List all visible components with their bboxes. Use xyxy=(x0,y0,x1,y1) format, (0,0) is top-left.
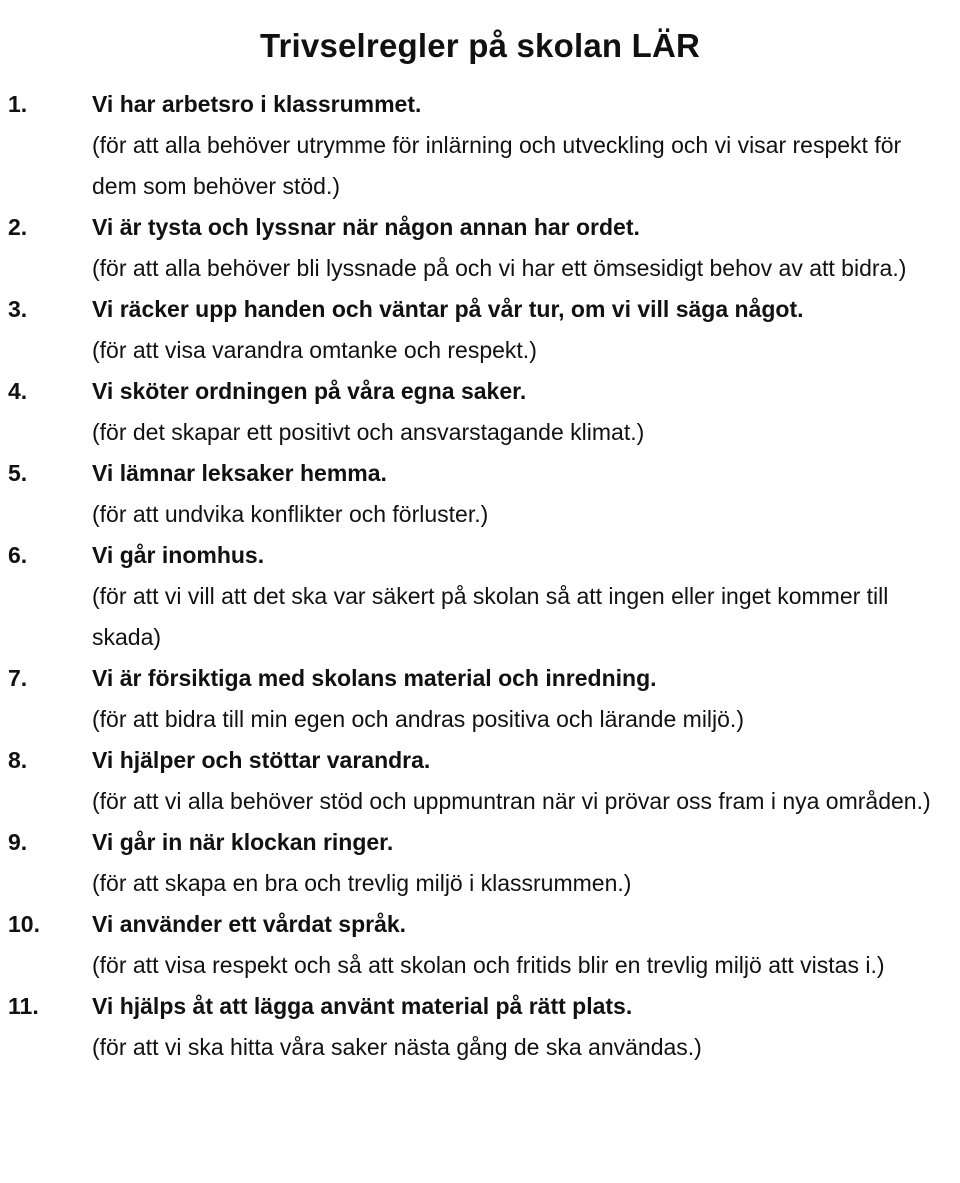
rule-reason: (för att vi ska hitta våra saker nästa gång de ska användas.) xyxy=(92,1034,702,1060)
rule-reason: (för att vi alla behöver stöd och uppmuntran när vi prövar oss fram i nya områden.) xyxy=(92,788,931,814)
rule-item xyxy=(0,207,960,289)
rule-number: 1. xyxy=(8,91,28,117)
rule-number: 11. xyxy=(8,993,39,1019)
rule-reason: (för att skapa en bra och trevlig miljö i klassrummen.) xyxy=(92,870,632,896)
rule-title: Vi har arbetsro i klassrummet. xyxy=(92,91,422,117)
rule-title: Vi går inomhus. xyxy=(92,542,265,568)
rule-reason: (för att undvika konflikter och förluster.) xyxy=(92,501,489,527)
rules-list xyxy=(0,84,960,1068)
rule-item xyxy=(0,535,960,658)
rule-number: 7. xyxy=(8,665,28,691)
rule-number: 4. xyxy=(8,378,28,404)
rule-item xyxy=(0,904,960,986)
rule-title: Vi lämnar leksaker hemma. xyxy=(92,460,387,486)
rule-number: 6. xyxy=(8,542,28,568)
rule-item xyxy=(0,371,960,453)
rule-item xyxy=(0,658,960,740)
rule-title: Vi sköter ordningen på våra egna saker. xyxy=(92,378,527,404)
rule-item xyxy=(0,289,960,371)
rule-title: Vi räcker upp handen och väntar på vår tur, om vi vill säga något. xyxy=(92,296,804,322)
rule-title: Vi går in när klockan ringer. xyxy=(92,829,394,855)
rule-reason: (för det skapar ett positivt och ansvarstagande klimat.) xyxy=(92,419,645,445)
rule-reason: (för att visa varandra omtanke och respekt.) xyxy=(92,337,537,363)
rule-item xyxy=(0,822,960,904)
rule-title: Vi hjälps åt att lägga använt material på rätt plats. xyxy=(92,993,633,1019)
rule-reason: (för att vi vill att det ska var säkert på skolan så att ingen eller inget kommer till skada) xyxy=(92,583,889,650)
document-title: Trivselregler på skolan LÄR xyxy=(259,27,701,65)
rule-title: Vi hjälper och stöttar varandra. xyxy=(92,747,431,773)
rule-reason: (för att alla behöver utrymme för inlärning och utveckling och vi visar respekt för dem som behöver stöd.) xyxy=(92,132,902,199)
rule-number: 9. xyxy=(8,829,28,855)
rule-number: 5. xyxy=(8,460,28,486)
rule-item xyxy=(0,986,960,1068)
rule-number: 10. xyxy=(8,911,40,937)
rule-reason: (för att bidra till min egen och andras positiva och lärande miljö.) xyxy=(92,706,744,732)
rule-title: Vi använder ett vårdat språk. xyxy=(92,911,407,937)
rule-number: 2. xyxy=(8,214,28,240)
rule-item xyxy=(0,453,960,535)
rule-item xyxy=(0,740,960,822)
rule-number: 8. xyxy=(8,747,28,773)
rule-item xyxy=(0,84,960,207)
rule-number: 3. xyxy=(8,296,28,322)
rule-reason: (för att alla behöver bli lyssnade på och vi har ett ömsesidigt behov av att bidra.) xyxy=(92,255,907,281)
rule-title: Vi är tysta och lyssnar när någon annan har ordet. xyxy=(92,214,640,240)
rule-title: Vi är försiktiga med skolans material och inredning. xyxy=(92,665,657,691)
rule-reason: (för att visa respekt och så att skolan och fritids blir en trevlig miljö att vistas i.) xyxy=(92,952,885,978)
